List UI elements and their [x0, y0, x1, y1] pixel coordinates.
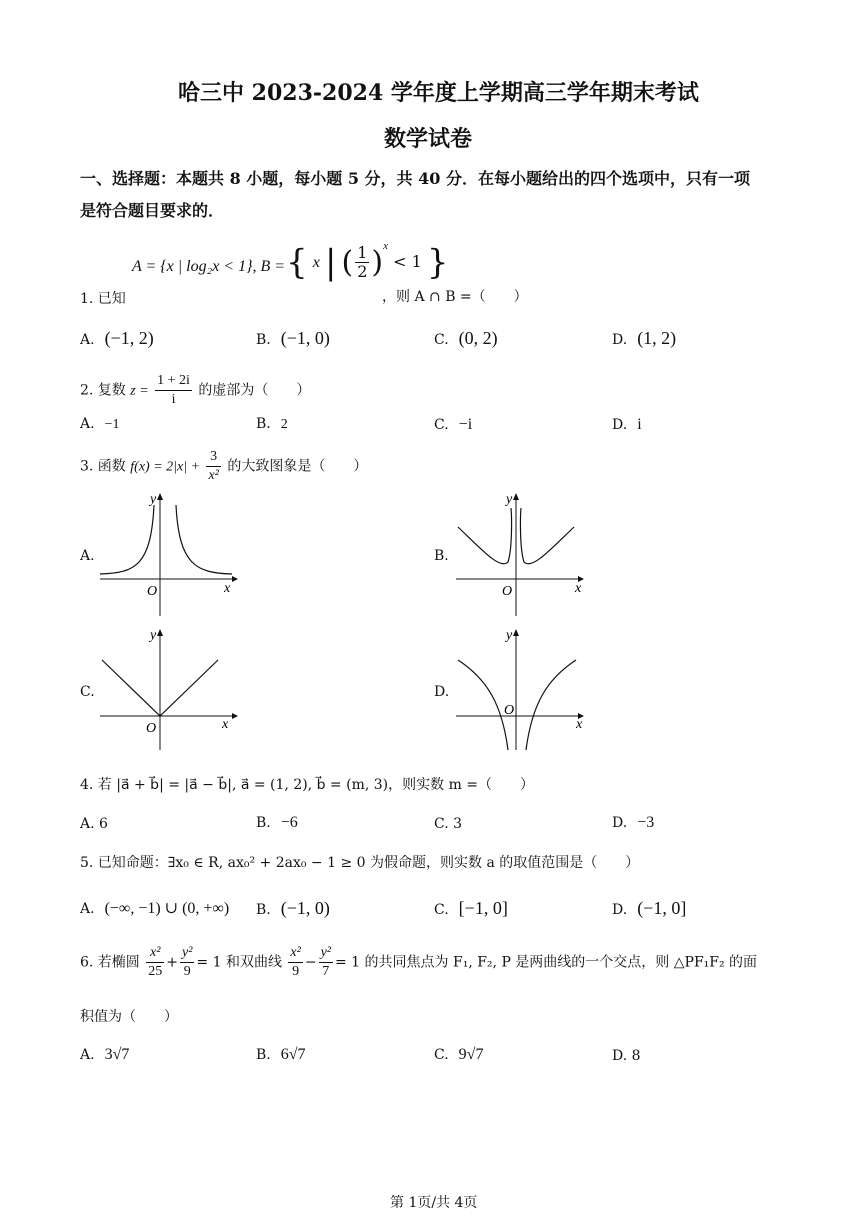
q1-option-a[interactable]: A. (−1, 2) [80, 328, 154, 348]
section-heading-line1: 一、选择题：本题共 8 小题，每小题 5 分，共 40 分．在每小题给出的四个选项中，只有一项 [80, 169, 750, 188]
svg-text:x: x [576, 717, 583, 732]
question-1-set-a: A = {x | log₂x < 1}, B = [132, 258, 286, 275]
q3-option-b-label[interactable]: B. [434, 548, 449, 564]
q3-graph-b[interactable] [452, 490, 592, 620]
q1-option-d[interactable]: D. (1, 2) [612, 328, 677, 348]
q3-graph-d[interactable] [452, 624, 592, 756]
q3-option-d-label[interactable]: D. [434, 684, 450, 700]
question-4-line: 4. 若 |a⃗ + b⃗| = |a⃗ − b⃗|, a⃗ = (1, 2), b⃗ = (m, 3)，则实数 m =（ ） [80, 777, 535, 793]
q1-option-c[interactable]: C. (0, 2) [434, 328, 498, 348]
question-6-line: 6. 若椭圆 $\frac{\text{x²}}{25}$ + $\frac{\text{y²}}{9}$ = 1 和双曲线 $\frac{\text{x²}}{9}$ − $\frac{\text{y²}}{7}$ = 1 的共同焦点为 F₁, F₂, P 是两曲线的一个交点，则 △PF₁F₂ 的面 [80, 945, 758, 979]
question-5-line: 5. 已知命题：∃x₀ ∈ R, ax₀² + 2ax₀ − 1 ≥ 0 为假命题，则实数 a 的取值范围是（ ） [80, 855, 640, 871]
q4-option-d[interactable]: D. −3 [612, 814, 655, 831]
q6-option-d[interactable]: D. 8 [612, 1048, 641, 1064]
page-subtitle: 数学试卷 [384, 126, 473, 152]
question-3-line: 3. 函数 f(x) = 2|x| + $\frac{3}{\text{x²}}$ 的大致图象是（ ） [80, 449, 368, 483]
q5-option-b[interactable]: B. (−1, 0) [256, 898, 330, 918]
question-1-tail: ，则 A ∩ B =（ ） [382, 289, 528, 305]
q1-option-b[interactable]: B. (−1, 0) [256, 328, 330, 348]
question-1-number: 1. 已知 [80, 291, 126, 307]
svg-text:y: y [506, 492, 513, 507]
svg-text:O: O [504, 703, 515, 718]
section-heading-line2: 是符合题目要求的． [80, 201, 225, 220]
page-title: 哈三中 2023-2024 学年度上学期高三学年期末考试 [178, 80, 699, 106]
question-2-line: 2. 复数 z = $\frac{1 + 2i}{i}$ 的虚部为（ ） [80, 373, 311, 407]
q3-graph-c[interactable] [96, 624, 246, 754]
svg-text:x: x [222, 717, 229, 732]
svg-text:O: O [502, 584, 513, 599]
q4-option-c[interactable]: C. 3 [434, 816, 463, 832]
q5-option-c[interactable]: C. [−1, 0] [434, 898, 508, 918]
svg-text:O: O [147, 584, 158, 599]
q5-option-d[interactable]: D. (−1, 0] [612, 898, 687, 918]
svg-text:x: x [575, 581, 582, 596]
q3-option-c-label[interactable]: C. [80, 684, 95, 700]
svg-text:y: y [150, 492, 157, 507]
q2-option-c[interactable]: C. −i [434, 416, 473, 433]
q6-option-c[interactable]: C. 9√7 [434, 1046, 484, 1063]
q6-option-a[interactable]: A. 3√7 [80, 1046, 130, 1063]
q2-option-a[interactable]: A. −1 [80, 416, 120, 432]
q3-graph-a[interactable] [96, 490, 246, 620]
q3-option-a-label[interactable]: A. [80, 548, 95, 564]
q6-option-b[interactable]: B. 6√7 [256, 1046, 306, 1063]
svg-text:O: O [146, 721, 157, 736]
q5-option-a[interactable]: A. (−∞, −1) ∪ (0, +∞) [80, 900, 230, 917]
q4-option-b[interactable]: B. −6 [256, 814, 298, 831]
q4-option-a[interactable]: A. 6 [80, 816, 108, 832]
q2-option-b[interactable]: B. 2 [256, 416, 288, 432]
question-6-line2: 积值为（ ） [80, 1009, 178, 1025]
svg-text:y: y [506, 628, 513, 643]
svg-text:y: y [150, 628, 157, 643]
question-1-fraction: $\frac{1}{2}$ [357, 243, 368, 281]
svg-text:x: x [224, 581, 231, 596]
page-footer: 第 1页/共 4页 [390, 1195, 478, 1211]
q2-option-d[interactable]: D. i [612, 416, 642, 433]
question-1-set-b: { x | ( $\frac{1}{2}$ )$^x$ < 1 } [286, 240, 449, 283]
